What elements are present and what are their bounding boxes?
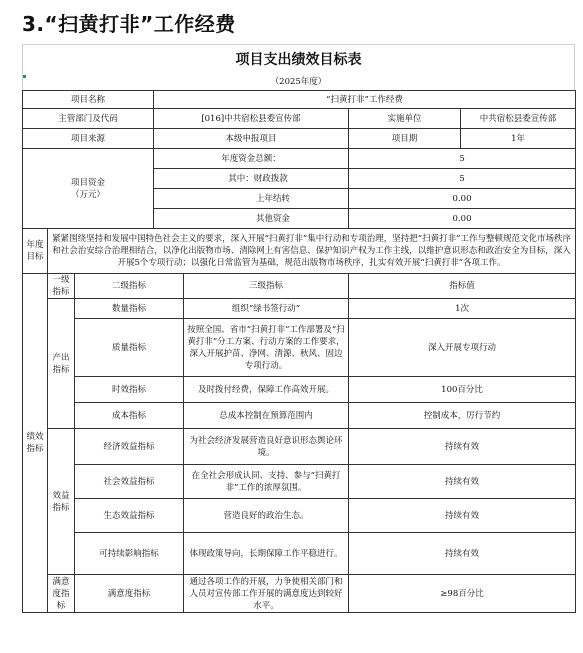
value-cell: 持续有效 (349, 465, 576, 499)
level3-cell: 营造良好的政治生态。 (184, 499, 349, 533)
level2-cell: 经济效益指标 (75, 429, 184, 465)
table-row (23, 149, 576, 169)
table-row (23, 377, 576, 403)
header-level1: 一级指标 (48, 274, 75, 299)
fund-row-value: 0.00 (349, 209, 576, 229)
source-value: 本级申报项目 (154, 129, 349, 149)
level2-cell: 可持续影响指标 (75, 533, 184, 575)
table-row (23, 229, 576, 274)
dept-value: [016]中共宿松县委宣传部 (154, 109, 349, 129)
fund-row-value: 5 (349, 169, 576, 189)
funds-label-line1: 项目资金 (71, 177, 106, 188)
funds-label-line2: （万元） (71, 189, 106, 200)
unit-value: 中共宿松县委宣传部 (461, 109, 576, 129)
table-title: 项目支出绩效目标表 (22, 44, 575, 74)
header-level3: 三级指标 (184, 274, 349, 299)
table-row (23, 575, 576, 613)
table-row (23, 319, 576, 377)
funds-label (23, 149, 154, 229)
performance-table (22, 90, 576, 613)
level3-cell: 按照全国、省市“扫黄打非”工作部署及“扫黄打非”分工方案、行动方案的工作要求，深入开展护苗、净网、清源、秋风、固边专项行动。 (184, 319, 349, 377)
output-label: 产出指标 (48, 299, 75, 429)
fund-row-label: 其中：财政拨款 (154, 169, 349, 189)
source-label: 项目来源 (23, 129, 154, 149)
level3-cell: 总成本控制在预算范围内 (184, 403, 349, 429)
table-row (23, 465, 576, 499)
value-cell: 100百分比 (349, 377, 576, 403)
header-level2: 二级指标 (75, 274, 184, 299)
project-name-value: “扫黄打非”工作经费 (154, 91, 576, 109)
annual-goal-text: 紧紧围绕坚持和发展中国特色社会主义的要求，深入开展“扫黄打非”集中行动和专项治理，坚持把“扫黄打非”工作与整顿规范文化市场秩序和社会治安综合治理相结合，以净化出版物市场、清除网上有害信息、保护知识产权为工作主线，以维护意识形态和政治安全为目标，深入开展5个专项行动；以强化日常监管为基础，规范出版物市场秩序，扎实有效开展“扫黄打非”各项工作。 (48, 229, 576, 274)
value-cell: ≥98百分比 (349, 575, 576, 613)
value-cell: 控制成本，厉行节约 (349, 403, 576, 429)
satisfaction-label: 满意度指标 (48, 575, 75, 613)
period-value: 1年 (461, 129, 576, 149)
table-row (23, 299, 576, 319)
fund-row-value: 0.00 (349, 189, 576, 209)
table-row (23, 129, 576, 149)
table-row (23, 274, 576, 299)
header-value: 指标值 (349, 274, 576, 299)
project-name-label: 项目名称 (23, 91, 154, 109)
level2-cell: 质量指标 (75, 319, 184, 377)
fund-row-label: 上年结转 (154, 189, 349, 209)
level3-cell: 及时拨付经费，保障工作高效开展。 (184, 377, 349, 403)
table-row (23, 91, 576, 109)
table-row (23, 499, 576, 533)
value-cell: 持续有效 (349, 499, 576, 533)
level2-cell: 满意度指标 (75, 575, 184, 613)
table-row (23, 429, 576, 465)
level3-cell: 体现政策导向，长期保障工作平稳进行。 (184, 533, 349, 575)
value-cell: 1次 (349, 299, 576, 319)
level2-cell: 生态效益指标 (75, 499, 184, 533)
value-cell: 持续有效 (349, 533, 576, 575)
level2-cell: 社会效益指标 (75, 465, 184, 499)
dept-label: 主管部门及代码 (23, 109, 154, 129)
period-label: 项目期 (349, 129, 461, 149)
cell-marker (23, 75, 26, 78)
table-row (23, 403, 576, 429)
level3-cell: 在全社会形成认同、支持、参与“扫黄打非”工作的浓厚氛围。 (184, 465, 349, 499)
level2-cell: 数量指标 (75, 299, 184, 319)
level2-cell: 时效指标 (75, 377, 184, 403)
level3-cell: 组织“绿书签行动” (184, 299, 349, 319)
unit-label: 实施单位 (349, 109, 461, 129)
table-row (23, 533, 576, 575)
fund-row-label: 年度资金总额： (154, 149, 349, 169)
annual-goal-label: 年度目标 (23, 229, 48, 274)
level2-cell: 成本指标 (75, 403, 184, 429)
fund-row-label: 其他资金 (154, 209, 349, 229)
value-cell: 持续有效 (349, 429, 576, 465)
fund-row-value: 5 (349, 149, 576, 169)
value-cell: 深入开展专项行动 (349, 319, 576, 377)
table-row (23, 109, 576, 129)
benefit-label: 效益指标 (48, 429, 75, 575)
section-heading: 3.“扫黄打非”工作经费 (22, 12, 236, 36)
level3-cell: 为社会经济发展营造良好意识形态舆论环境。 (184, 429, 349, 465)
year-label: （2025年度） (22, 74, 575, 90)
level3-cell: 通过各项工作的开展，力争使相关部门和人员对宣传部工作开展的满意度达到较好水平。 (184, 575, 349, 613)
indicators-label: 绩效指标 (23, 274, 48, 613)
